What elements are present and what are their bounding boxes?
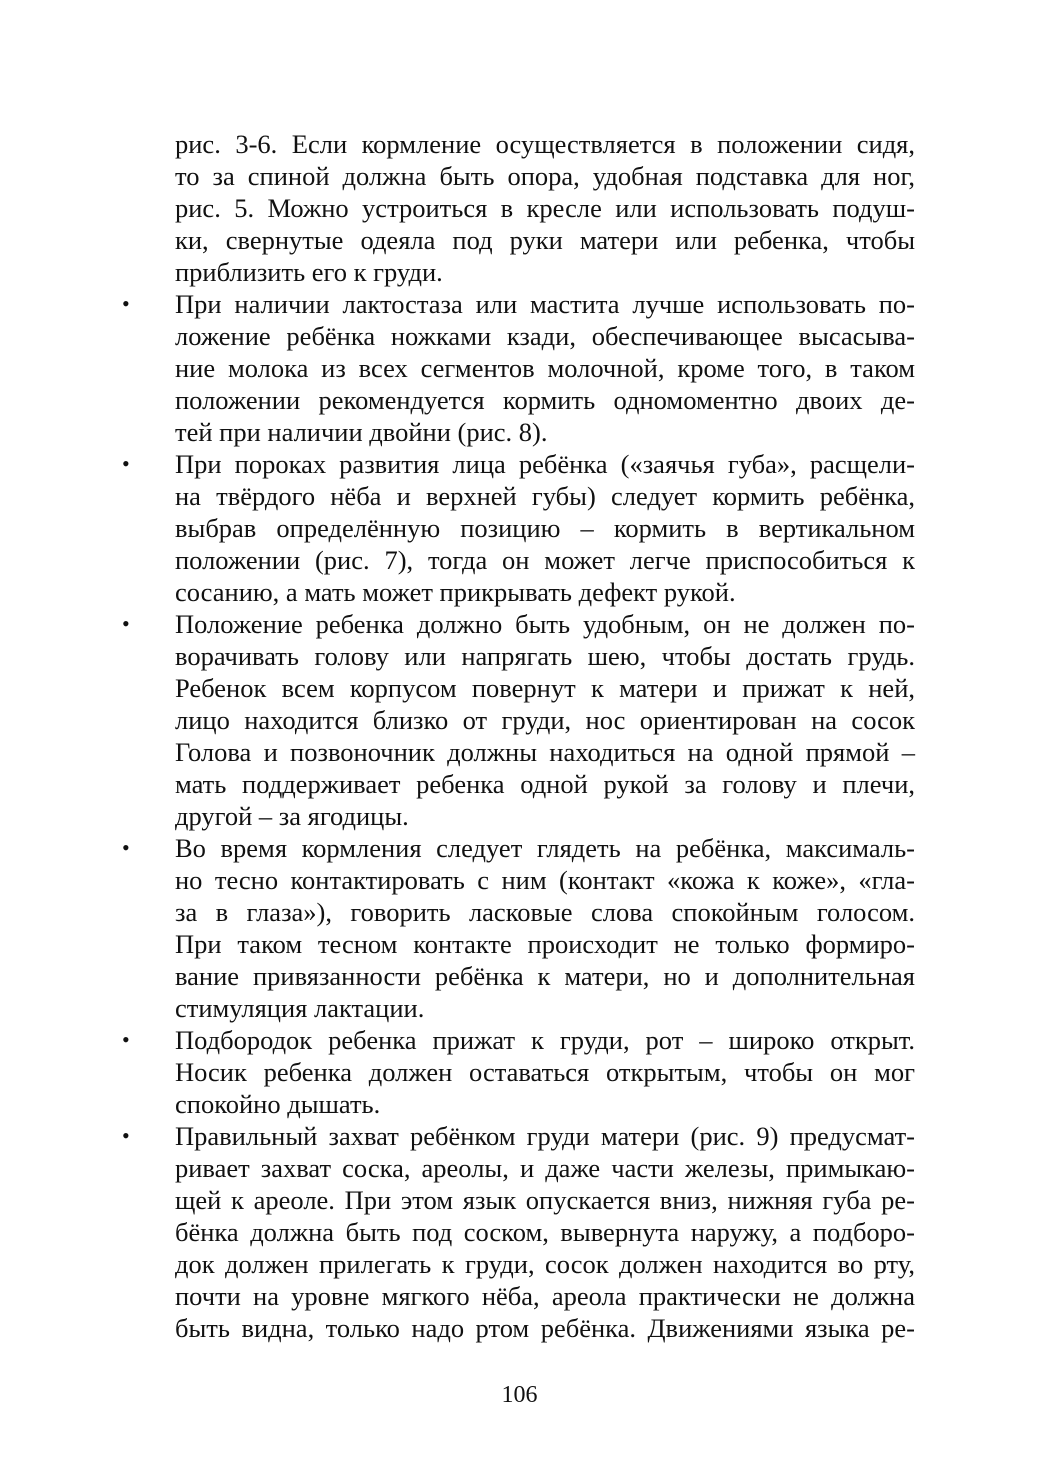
- line-text: положении (рис. 7), тогда он может легче приспособиться к: [175, 545, 915, 575]
- text-line: [0, 768, 1039, 800]
- text-line: [0, 640, 1039, 672]
- text-line: [0, 864, 1039, 896]
- line-text: При наличии лактостаза или мастита лучше использовать по-: [175, 289, 915, 319]
- text-line: [0, 224, 1039, 256]
- bullet-item-2: [0, 448, 1039, 608]
- bullet-item-3: [0, 608, 1039, 832]
- line-text: При таком тесном контакте происходит не только формиро-: [175, 929, 915, 959]
- line-text: быть видна, только надо ртом ребёнка. Движениями языка ре-: [175, 1313, 915, 1343]
- text-line: [0, 1088, 1039, 1120]
- text-line: [0, 1280, 1039, 1312]
- line-text: сосанию, а мать может прикрывать дефект рукой.: [175, 577, 736, 607]
- text-line: [0, 1120, 1039, 1152]
- line-text: Носик ребенка должен оставаться открытым, чтобы он мог: [175, 1057, 915, 1087]
- bullet-marker: •: [122, 835, 130, 860]
- text-line: [0, 1184, 1039, 1216]
- line-text: выбрав определённую позицию – кормить в вертикальном: [175, 513, 915, 543]
- line-text: на твёрдого нёба и верхней губы) следует кормить ребёнка,: [175, 481, 915, 511]
- page-text: [0, 128, 1039, 1344]
- line-text: ки, свернутые одеяла под руки матери или ребенка, чтобы: [175, 225, 915, 255]
- line-text: вание привязанности ребёнка к матери, но и дополнительная: [175, 961, 915, 991]
- text-line: [0, 160, 1039, 192]
- text-line: [0, 1024, 1039, 1056]
- line-text: ворачивать голову или напрягать шею, чтобы достать грудь.: [175, 641, 915, 671]
- line-text: ние молока из всех сегментов молочной, кроме того, в таком: [175, 353, 915, 383]
- bullet-marker: •: [122, 291, 130, 316]
- line-text: спокойно дышать.: [175, 1089, 381, 1119]
- line-text: Во время кормления следует глядеть на ребёнка, максималь-: [175, 833, 915, 863]
- text-line: [0, 928, 1039, 960]
- text-line: [0, 352, 1039, 384]
- line-text: рис. 5. Можно устроиться в кресле или использовать подуш-: [175, 193, 915, 223]
- text-line: [0, 416, 1039, 448]
- line-text: Правильный захват ребёнком груди матери (рис. 9) предусмат-: [175, 1121, 915, 1151]
- page-number: 106: [501, 1382, 538, 1408]
- text-line: [0, 992, 1039, 1024]
- text-line: [0, 512, 1039, 544]
- text-line: [0, 288, 1039, 320]
- text-line: [0, 704, 1039, 736]
- bullet-marker: •: [122, 611, 130, 636]
- bullet-marker: •: [122, 1027, 130, 1052]
- line-text: приблизить его к груди.: [175, 257, 443, 287]
- text-line: [0, 1152, 1039, 1184]
- line-text: Подбородок ребенка прижат к груди, рот – широко открыт.: [175, 1025, 915, 1055]
- line-text: другой – за ягодицы.: [175, 801, 409, 831]
- text-line: [0, 736, 1039, 768]
- text-line: [0, 800, 1039, 832]
- line-text: Ребенок всем корпусом повернут к матери и прижат к ней,: [175, 673, 915, 703]
- line-text: тей при наличии двойни (рис. 8).: [175, 417, 548, 447]
- text-line: [0, 960, 1039, 992]
- line-text: бёнка должна быть под соском, вывернута наружу, а подборо-: [175, 1217, 915, 1247]
- text-line: [0, 192, 1039, 224]
- bullet-marker: •: [122, 451, 130, 476]
- line-text: почти на уровне мягкого нёба, ареола практически не должна: [175, 1281, 915, 1311]
- text-line: [0, 608, 1039, 640]
- line-text: ложение ребёнка ножками кзади, обеспечивающее высасыва-: [175, 321, 915, 351]
- text-line: [0, 256, 1039, 288]
- text-line: [0, 1056, 1039, 1088]
- line-text: док должен прилегать к груди, сосок должен находится во рту,: [175, 1249, 915, 1279]
- line-text: Положение ребенка должно быть удобным, он не должен по-: [175, 609, 915, 639]
- bullet-item-5: [0, 1024, 1039, 1120]
- line-text: Голова и позвоночник должны находиться на одной прямой –: [175, 737, 915, 767]
- text-line: [0, 128, 1039, 160]
- line-text: рис. 3-6. Если кормление осуществляется в положении сидя,: [175, 129, 915, 159]
- line-text: лицо находится близко от груди, нос ориентирован на сосок: [175, 705, 915, 735]
- bullet-item-4: [0, 832, 1039, 1024]
- line-text: стимуляция лактации.: [175, 993, 425, 1023]
- line-text: ривает захват соска, ареолы, и даже части железы, примыкаю-: [175, 1153, 915, 1183]
- text-line: [0, 384, 1039, 416]
- line-text: за в глаза»), говорить ласковые слова спокойным голосом.: [175, 897, 915, 927]
- bullet-item-6: [0, 1120, 1039, 1344]
- bullet-item-1: [0, 288, 1039, 448]
- intro-paragraph: [0, 128, 1039, 288]
- line-text: щей к ареоле. При этом язык опускается вниз, нижняя губа ре-: [175, 1185, 915, 1215]
- line-text: положении рекомендуется кормить одномоментно двоих де-: [175, 385, 915, 415]
- text-line: [0, 576, 1039, 608]
- text-line: [0, 320, 1039, 352]
- text-line: [0, 480, 1039, 512]
- text-line: [0, 1312, 1039, 1344]
- text-line: [0, 1216, 1039, 1248]
- text-line: [0, 544, 1039, 576]
- line-text: мать поддерживает ребенка одной рукой за голову и плечи,: [175, 769, 915, 799]
- line-text: то за спиной должна быть опора, удобная подставка для ног,: [175, 161, 915, 191]
- text-line: [0, 832, 1039, 864]
- text-line: [0, 672, 1039, 704]
- line-text: При пороках развития лица ребёнка («заячья губа», расщели-: [175, 449, 915, 479]
- line-text: но тесно контактировать с ним (контакт «кожа к коже», «гла-: [175, 865, 915, 895]
- text-line: [0, 1248, 1039, 1280]
- text-line: [0, 448, 1039, 480]
- bullet-marker: •: [122, 1123, 130, 1148]
- text-line: [0, 896, 1039, 928]
